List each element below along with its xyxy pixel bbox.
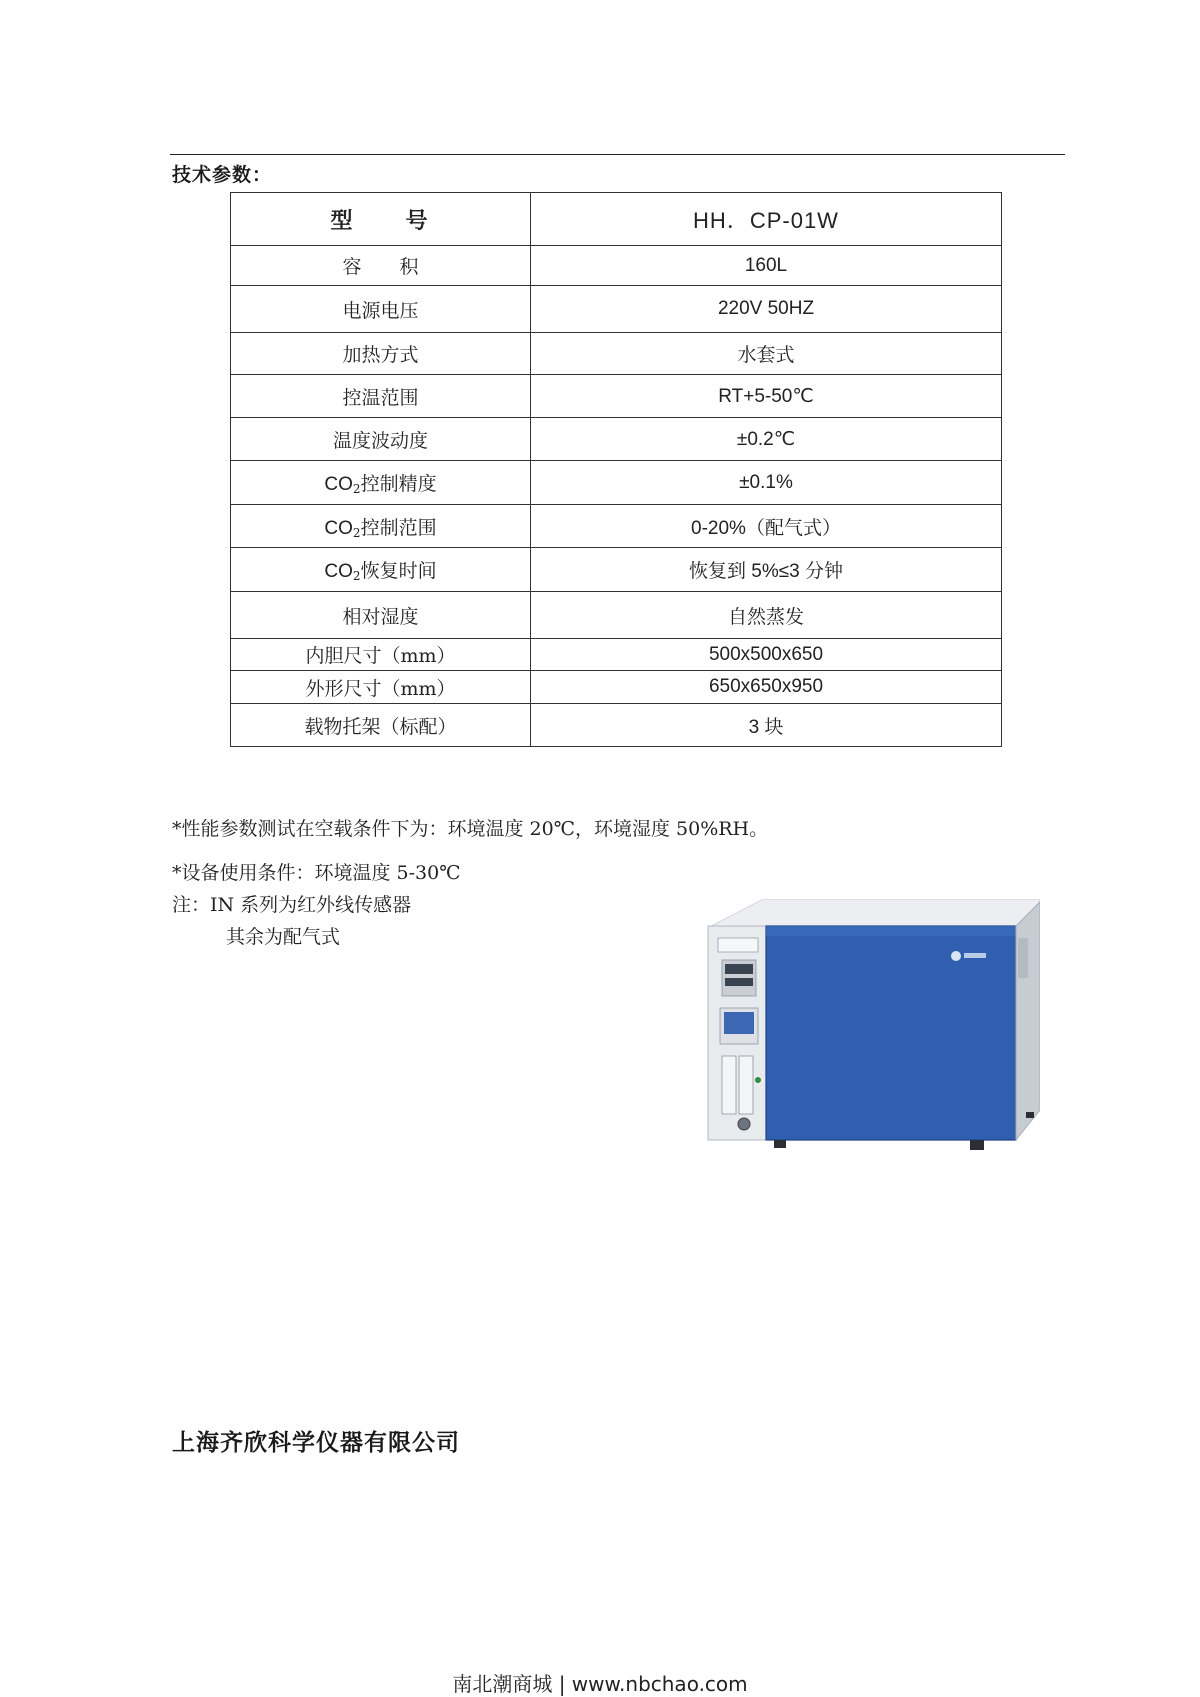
row-label: 控温范围 [231,375,531,418]
test-conditions-note: *性能参数测试在空载条件下为：环境温度 20℃，环境湿度 50%RH。 [172,818,769,840]
table-row [231,375,1002,418]
row-value: 0-20%（配气式） [531,505,1002,548]
model-value: HH．CP-01W [531,193,1002,246]
gas-valve-knob [738,1118,750,1130]
row-value: 220V 50HZ [531,286,1002,333]
flowmeter [722,1056,736,1114]
co2-prefix: CO [324,474,353,495]
table-row [231,461,1002,505]
row-value: ±0.2℃ [531,418,1002,461]
row-label: 内胆尺寸（mm） [231,639,531,671]
row-value: 500x500x650 [531,639,1002,671]
row-label [231,461,531,505]
incubator-product-image [700,890,1040,1160]
table-row [231,704,1002,747]
row-value: 650x650x950 [531,671,1002,704]
row-label: 相对湿度 [231,592,531,639]
row-value: 恢复到 5%≤3 分钟 [531,548,1002,592]
co2-prefix: CO [324,517,353,539]
row-label [231,505,531,548]
cabinet-foot [970,1140,984,1150]
section-heading: 技术参数： [172,164,273,186]
sensor-remark-note: 注：IN 系列为红外线传感器 [172,894,412,916]
co2-suffix: 恢复时间 [360,560,437,582]
co2-suffix: 控制范围 [360,516,437,539]
table-row [231,671,1002,704]
sensor-remark-note-continued: 其余为配气式 [226,926,341,948]
usage-conditions-note: *设备使用条件：环境温度 5-30℃ [172,862,461,884]
table-row [231,548,1002,592]
row-value: 水套式 [531,333,1002,375]
table-row [231,286,1002,333]
brand-logo-icon [951,951,961,961]
row-label: 温度波动度 [231,418,531,461]
header-rule [170,154,1065,155]
co2-suffix: 控制精度 [360,473,437,495]
row-label: 电源电压 [231,286,531,333]
indicator-light [755,1077,761,1083]
company-name: 上海齐欣科学仪器有限公司 [172,1429,460,1456]
row-value: ±0.1% [531,461,1002,505]
table-row [231,505,1002,548]
co2-prefix: CO [324,561,353,582]
table-row [231,333,1002,375]
cabinet-foot [774,1140,786,1148]
co2-subscript: 2 [352,482,361,496]
row-label: 外形尺寸（mm） [231,671,531,704]
table-row [231,246,1002,286]
row-value: RT+5-50℃ [531,375,1002,418]
co2-subscript: 2 [352,569,361,583]
table-row [231,639,1002,671]
co2-subscript: 2 [352,525,361,540]
flowmeter [739,1056,753,1114]
spec-table [230,192,1002,747]
row-value: 3 块 [531,704,1002,747]
model-label: 型 号 [231,193,531,246]
row-label: 容 积 [231,246,531,286]
row-label: 载物托架（标配） [231,704,531,747]
table-header-row [231,193,1002,246]
row-label: 加热方式 [231,333,531,375]
table-row [231,592,1002,639]
incubator-door [766,926,1016,1140]
row-value: 自然蒸发 [531,592,1002,639]
row-label [231,548,531,592]
table-row [231,418,1002,461]
footer-site-link[interactable]: 南北潮商城 | www.nbchao.com [452,1672,748,1696]
row-value: 160L [531,246,1002,286]
